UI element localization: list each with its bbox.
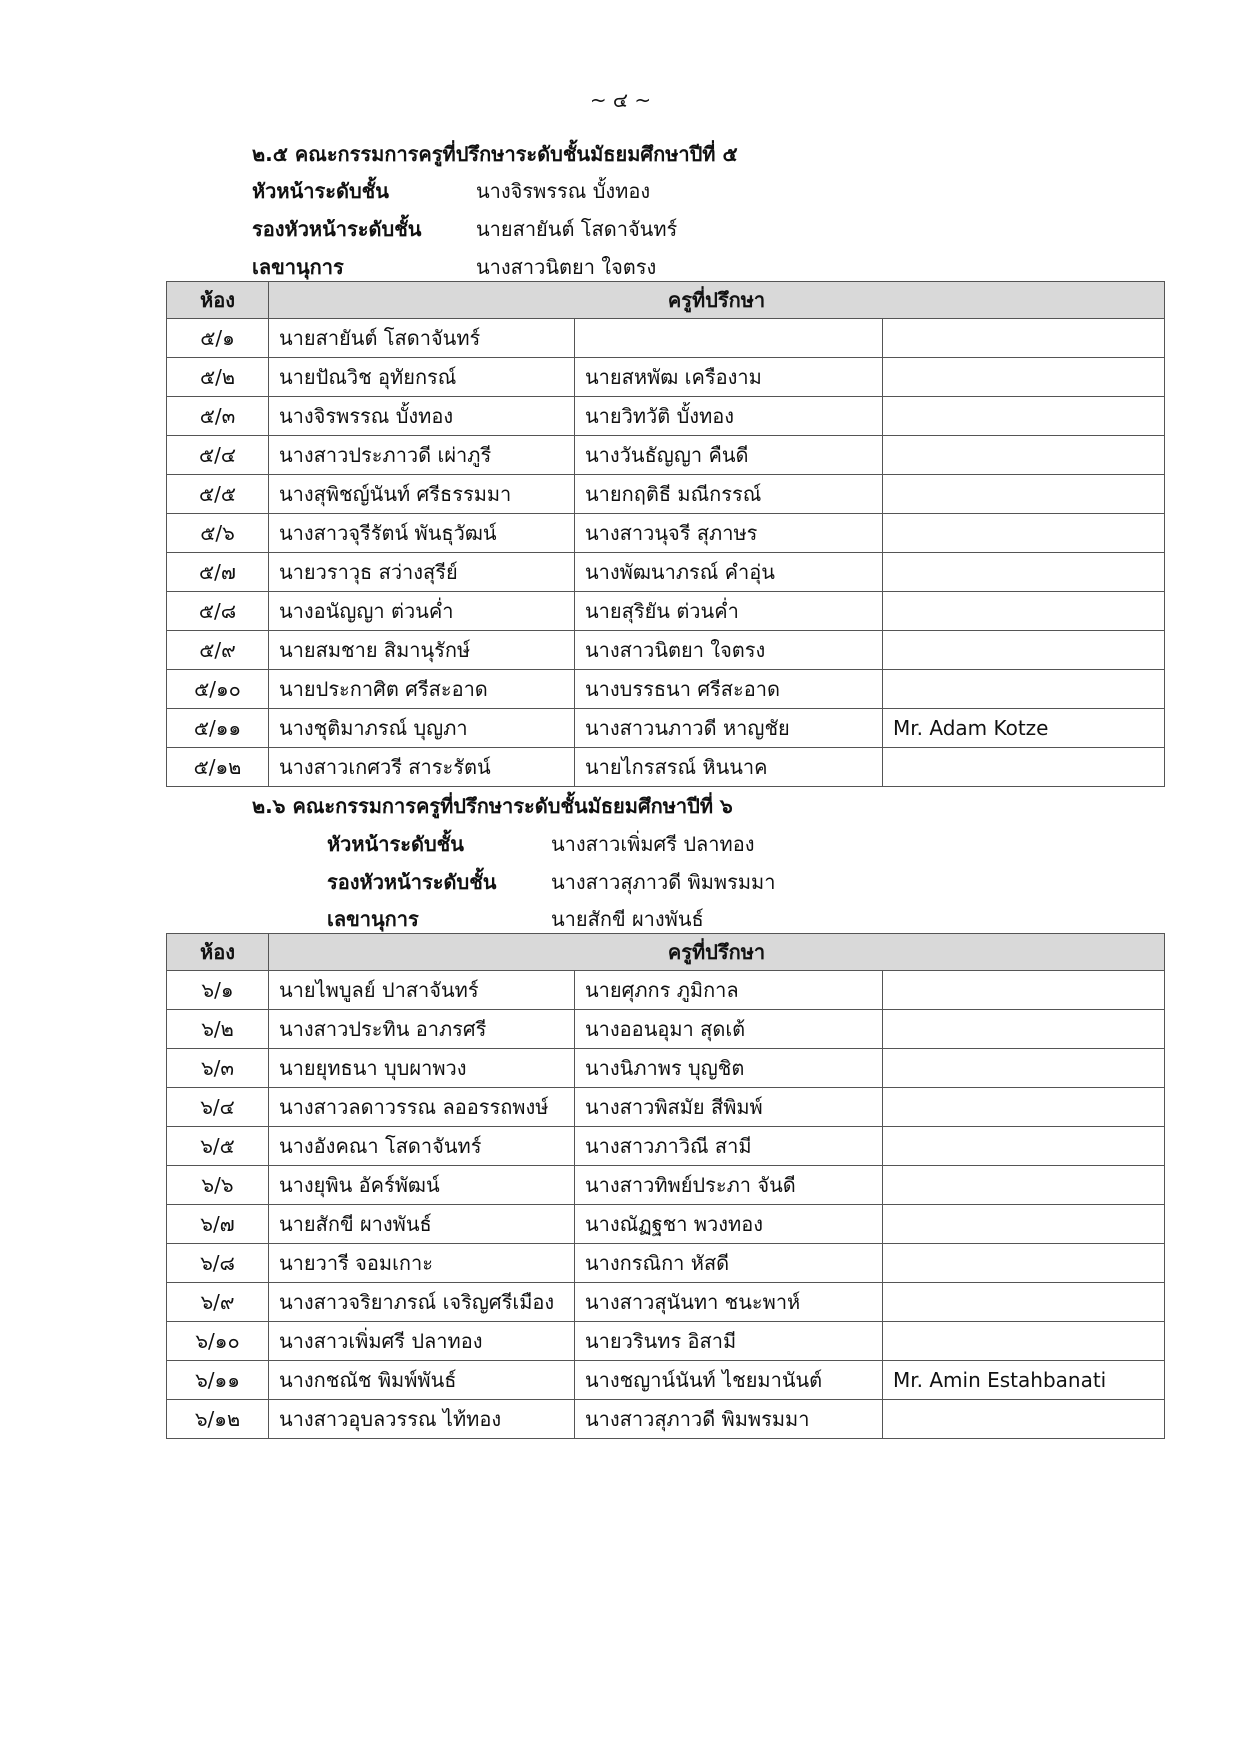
teacher-3-cell <box>883 475 1165 514</box>
room-cell: ๖/๑๑ <box>167 1361 269 1400</box>
header-teachers: ครูที่ปรึกษา <box>269 934 1165 971</box>
table-row <box>167 397 1165 436</box>
teacher-1-cell: นางสุพิชญ์นันท์ ศรีธรรมมา <box>269 475 575 514</box>
room-cell: ๕/๘ <box>167 592 269 631</box>
room-cell: ๖/๕ <box>167 1127 269 1166</box>
teacher-1-cell: นายยุทธนา บุบผาพวง <box>269 1049 575 1088</box>
info-value: นางสาวเพิ่มศรี ปลาทอง <box>551 832 755 856</box>
teacher-2-cell: นางสาวสุนันทา ชนะพาห์ <box>575 1283 883 1322</box>
table-row <box>167 1400 1165 1439</box>
info-value: นางสาวสุภาวดี พิมพรมมา <box>551 870 776 894</box>
teacher-2-cell: นางกรณิกา หัสดี <box>575 1244 883 1283</box>
teacher-3-cell <box>883 553 1165 592</box>
teacher-3-cell <box>883 358 1165 397</box>
teacher-1-cell: นางสาวประภาวดี เผ่าภูรี <box>269 436 575 475</box>
info-label: หัวหน้าระดับชั้น <box>327 832 464 856</box>
room-cell: ๕/๑๑ <box>167 709 269 748</box>
info-label: เลขานุการ <box>252 255 344 279</box>
info-row-head <box>252 175 650 207</box>
teacher-1-cell: นางยุพิน อัคร์พัฒน์ <box>269 1166 575 1205</box>
table-row <box>167 1010 1165 1049</box>
teacher-2-cell: นายวิทวัติ บั้งทอง <box>575 397 883 436</box>
table-row <box>167 1049 1165 1088</box>
teacher-1-cell: นายประกาศิต ศรีสะอาด <box>269 670 575 709</box>
table-row <box>167 358 1165 397</box>
teacher-2-cell: นายไกรสรณ์ หินนาค <box>575 748 883 787</box>
teacher-3-cell <box>883 1088 1165 1127</box>
teacher-3-cell <box>883 1205 1165 1244</box>
teacher-1-cell: นางสาวเพิ่มศรี ปลาทอง <box>269 1322 575 1361</box>
table-row <box>167 631 1165 670</box>
room-cell: ๖/๑๐ <box>167 1322 269 1361</box>
teacher-3-cell <box>883 514 1165 553</box>
teacher-1-cell: นางสาวจุรีรัตน์ พันธุวัฒน์ <box>269 514 575 553</box>
teacher-1-cell: นางชุติมาภรณ์ บุญภา <box>269 709 575 748</box>
table-row <box>167 319 1165 358</box>
table-row <box>167 1361 1165 1400</box>
teacher-1-cell: นางอังคณา โสดาจันทร์ <box>269 1127 575 1166</box>
room-cell: ๕/๗ <box>167 553 269 592</box>
teacher-2-cell: นางออนอุมา สุดเต้ <box>575 1010 883 1049</box>
teacher-1-cell: นางสาวประทิน อาภรศรี <box>269 1010 575 1049</box>
section-heading: ๒.๖ คณะกรรมการครูที่ปรึกษาระดับชั้นมัธยมศึกษาปีที่ ๖ <box>252 794 733 818</box>
info-row-deputy <box>327 866 775 898</box>
table-header-row <box>167 282 1165 319</box>
room-cell: ๖/๑๒ <box>167 1400 269 1439</box>
advisor-table-m6 <box>166 933 1165 1439</box>
room-cell: ๕/๑ <box>167 319 269 358</box>
teacher-3-cell <box>883 319 1165 358</box>
info-label: รองหัวหน้าระดับชั้น <box>327 870 497 894</box>
page-number: ~ ๔ ~ <box>589 88 652 112</box>
room-cell: ๕/๓ <box>167 397 269 436</box>
room-cell: ๖/๖ <box>167 1166 269 1205</box>
info-label: รองหัวหน้าระดับชั้น <box>252 217 422 241</box>
teacher-3-cell <box>883 1400 1165 1439</box>
teacher-3-cell <box>883 436 1165 475</box>
room-cell: ๕/๔ <box>167 436 269 475</box>
info-row-secretary <box>327 903 704 935</box>
teacher-1-cell: นางสาวลดาวรรณ ลออรรถพงษ์ <box>269 1088 575 1127</box>
teacher-1-cell: นายวารี จอมเกาะ <box>269 1244 575 1283</box>
teacher-2-cell: นางสาวนุจรี สุภาษร <box>575 514 883 553</box>
info-value: นางสาวนิตยา ใจตรง <box>476 255 657 279</box>
table-row <box>167 971 1165 1010</box>
room-cell: ๖/๒ <box>167 1010 269 1049</box>
teacher-3-cell <box>883 1322 1165 1361</box>
teacher-2-cell: นายสหพัฒ เครืองาม <box>575 358 883 397</box>
table-row <box>167 553 1165 592</box>
table-row <box>167 1127 1165 1166</box>
teacher-1-cell: นายสมชาย สิมานุรักษ์ <box>269 631 575 670</box>
table-row <box>167 1088 1165 1127</box>
teacher-2-cell: นางณัฏฐชา พวงทอง <box>575 1205 883 1244</box>
table-row <box>167 1166 1165 1205</box>
room-cell: ๖/๗ <box>167 1205 269 1244</box>
table-row <box>167 1244 1165 1283</box>
teacher-3-cell <box>883 748 1165 787</box>
teacher-3-cell <box>883 1244 1165 1283</box>
teacher-3-cell <box>883 1010 1165 1049</box>
table-row <box>167 475 1165 514</box>
header-room: ห้อง <box>167 934 269 971</box>
teacher-2-cell: นางสาวนิตยา ใจตรง <box>575 631 883 670</box>
info-value: นายสายันต์ โสดาจันทร์ <box>476 217 678 241</box>
teacher-3-cell <box>883 1049 1165 1088</box>
teacher-2-cell: นายกฤติธี มณีกรรณ์ <box>575 475 883 514</box>
info-label: เลขานุการ <box>327 907 419 931</box>
teacher-1-cell: นางกชณัช พิมพ์พันธ์ <box>269 1361 575 1400</box>
teacher-2-cell <box>575 319 883 358</box>
room-cell: ๕/๕ <box>167 475 269 514</box>
room-cell: ๖/๙ <box>167 1283 269 1322</box>
table-row <box>167 1283 1165 1322</box>
info-value: นางจิรพรรณ บั้งทอง <box>476 179 651 203</box>
teacher-2-cell: นางสาวสุภาวดี พิมพรมมา <box>575 1400 883 1439</box>
teacher-1-cell: นายสายันต์ โสดาจันทร์ <box>269 319 575 358</box>
table-header-row <box>167 934 1165 971</box>
table-row <box>167 514 1165 553</box>
section-heading: ๒.๕ คณะกรรมการครูที่ปรึกษาระดับชั้นมัธยมศึกษาปีที่ ๕ <box>252 142 738 166</box>
teacher-3-cell <box>883 592 1165 631</box>
room-cell: ๕/๖ <box>167 514 269 553</box>
info-row-head <box>327 828 754 860</box>
teacher-2-cell: นายศุภกร ภูมิกาล <box>575 971 883 1010</box>
table-row <box>167 592 1165 631</box>
header-room: ห้อง <box>167 282 269 319</box>
teacher-2-cell: นายวรินทร อิสามี <box>575 1322 883 1361</box>
teacher-3-cell <box>883 1127 1165 1166</box>
table-row <box>167 748 1165 787</box>
teacher-2-cell: นางสาวพิสมัย สีพิมพ์ <box>575 1088 883 1127</box>
teacher-2-cell: นางวันธัญญา คืนดี <box>575 436 883 475</box>
advisor-table-m5 <box>166 281 1165 787</box>
table-row <box>167 670 1165 709</box>
teacher-1-cell: นายสักขี ผางพันธ์ <box>269 1205 575 1244</box>
table-row <box>167 1205 1165 1244</box>
teacher-3-cell <box>883 397 1165 436</box>
teacher-3-cell <box>883 971 1165 1010</box>
header-teachers: ครูที่ปรึกษา <box>269 282 1165 319</box>
info-row-secretary <box>252 251 656 283</box>
teacher-2-cell: นางชญาน์นันท์ ไชยมานันต์ <box>575 1361 883 1400</box>
info-value: นายสักขี ผางพันธ์ <box>551 907 704 931</box>
teacher-1-cell: นายไพบูลย์ ปาสาจันทร์ <box>269 971 575 1010</box>
room-cell: ๕/๑๐ <box>167 670 269 709</box>
table-row <box>167 709 1165 748</box>
room-cell: ๕/๒ <box>167 358 269 397</box>
teacher-3-cell: Mr. Adam Kotze <box>883 709 1165 748</box>
teacher-1-cell: นางสาวอุบลวรรณ ไท้ทอง <box>269 1400 575 1439</box>
table-row <box>167 436 1165 475</box>
info-row-deputy <box>252 213 677 245</box>
teacher-3-cell: Mr. Amin Estahbanati <box>883 1361 1165 1400</box>
room-cell: ๖/๔ <box>167 1088 269 1127</box>
teacher-2-cell: นางนิภาพร บุญชิต <box>575 1049 883 1088</box>
teacher-2-cell: นางสาวนภาวดี หาญชัย <box>575 709 883 748</box>
table-row <box>167 1322 1165 1361</box>
teacher-3-cell <box>883 1166 1165 1205</box>
teacher-2-cell: นางพัฒนาภรณ์ คำอุ่น <box>575 553 883 592</box>
teacher-1-cell: นางสาวจริยาภรณ์ เจริญศรีเมือง <box>269 1283 575 1322</box>
teacher-2-cell: นางสาวทิพย์ประภา จันดี <box>575 1166 883 1205</box>
room-cell: ๕/๑๒ <box>167 748 269 787</box>
teacher-3-cell <box>883 631 1165 670</box>
teacher-3-cell <box>883 670 1165 709</box>
teacher-2-cell: นายสุริยัน ต่วนค่ำ <box>575 592 883 631</box>
room-cell: ๖/๓ <box>167 1049 269 1088</box>
room-cell: ๖/๘ <box>167 1244 269 1283</box>
teacher-2-cell: นางสาวภาวิณี สามี <box>575 1127 883 1166</box>
teacher-2-cell: นางบรรธนา ศรีสะอาด <box>575 670 883 709</box>
teacher-1-cell: นางจิรพรรณ บั้งทอง <box>269 397 575 436</box>
info-label: หัวหน้าระดับชั้น <box>252 179 389 203</box>
teacher-3-cell <box>883 1283 1165 1322</box>
teacher-1-cell: นางสาวเกศวรี สาระรัตน์ <box>269 748 575 787</box>
teacher-1-cell: นายวราวุธ สว่างสุรีย์ <box>269 553 575 592</box>
room-cell: ๖/๑ <box>167 971 269 1010</box>
teacher-1-cell: นางอนัญญา ต่วนค่ำ <box>269 592 575 631</box>
room-cell: ๕/๙ <box>167 631 269 670</box>
teacher-1-cell: นายปัณวิช อุทัยกรณ์ <box>269 358 575 397</box>
